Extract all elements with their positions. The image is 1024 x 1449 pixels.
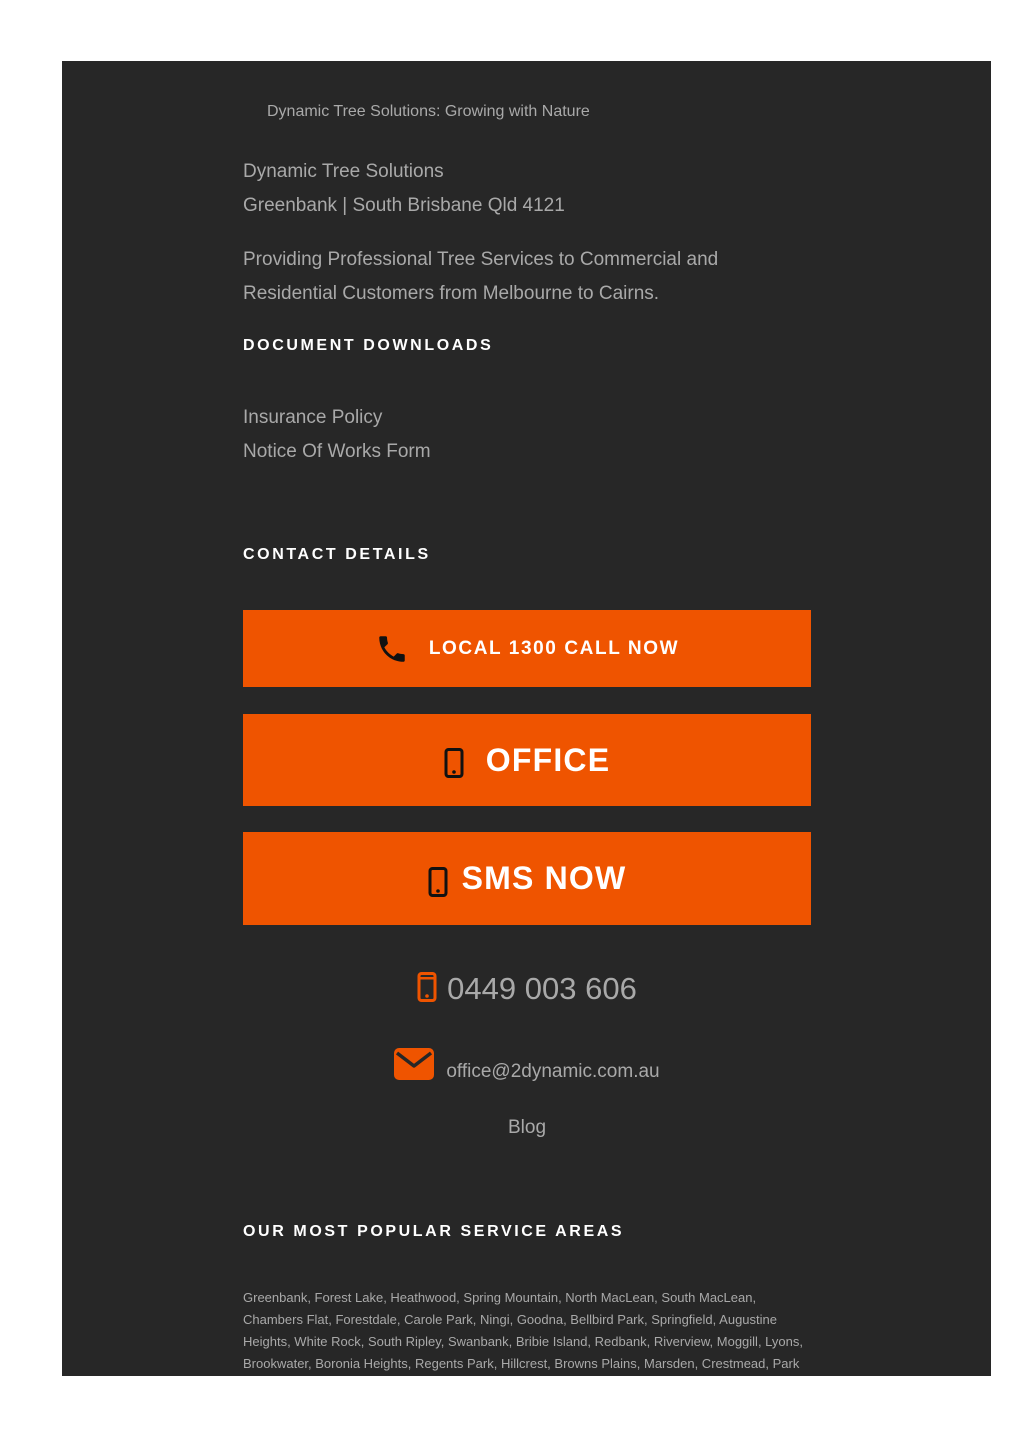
company-address: Greenbank | South Brisbane Qld 4121 — [243, 195, 565, 216]
contact-details-heading: CONTACT DETAILS — [243, 546, 431, 563]
phone-number-link[interactable] — [243, 967, 811, 1011]
call-button-label: LOCAL 1300 CALL NOW — [428, 637, 680, 659]
company-description: Providing Professional Tree Services to Commercial and Residential Customers from Melbourne to Cairns. — [243, 249, 719, 304]
mobile-phone-icon — [417, 972, 437, 1007]
office-button[interactable] — [243, 714, 811, 806]
email-link[interactable] — [243, 1046, 811, 1086]
phone-handset-icon — [375, 632, 409, 666]
envelope-icon — [394, 1048, 434, 1085]
document-downloads-list — [243, 401, 431, 469]
email-address: office@2dynamic.com.au — [446, 1061, 660, 1082]
blog-link[interactable]: Blog — [507, 1117, 547, 1138]
phone-number: 0449 003 606 — [447, 971, 637, 1006]
notice-of-works-form-link[interactable]: Notice Of Works Form — [243, 441, 431, 462]
sms-now-button[interactable] — [243, 832, 811, 925]
company-name: Dynamic Tree Solutions — [243, 161, 444, 182]
site-tagline: Dynamic Tree Solutions: Growing with Nature — [267, 103, 590, 120]
mobile-phone-icon — [444, 748, 464, 778]
office-button-label: OFFICE — [485, 741, 611, 778]
sms-button-label: SMS NOW — [461, 860, 627, 896]
mobile-phone-icon — [428, 867, 448, 897]
document-downloads-heading: DOCUMENT DOWNLOADS — [243, 337, 494, 354]
footer-panel — [62, 61, 991, 1376]
local-1300-call-button[interactable] — [243, 610, 811, 687]
insurance-policy-link[interactable]: Insurance Policy — [243, 407, 383, 428]
service-areas-heading: OUR MOST POPULAR SERVICE AREAS — [243, 1223, 625, 1240]
service-areas-list: Greenbank, Forest Lake, Heathwood, Spring Mountain, North MacLean, South MacLean, Chambers Flat, Forestdale, Carole Park, Ningi, Goodna, Bellbird Park, Springfield, Augustine Heights, White Rock, South Ripley, Swanbank, Bribie Island, Redbank, Riverview, Moggill, Lyons, Brookwater, Boronia Heights, Regents Park, Hillcrest, Browns Plains, Marsden, Crestmead, Park — [243, 1290, 803, 1371]
company-address-block — [243, 155, 565, 223]
